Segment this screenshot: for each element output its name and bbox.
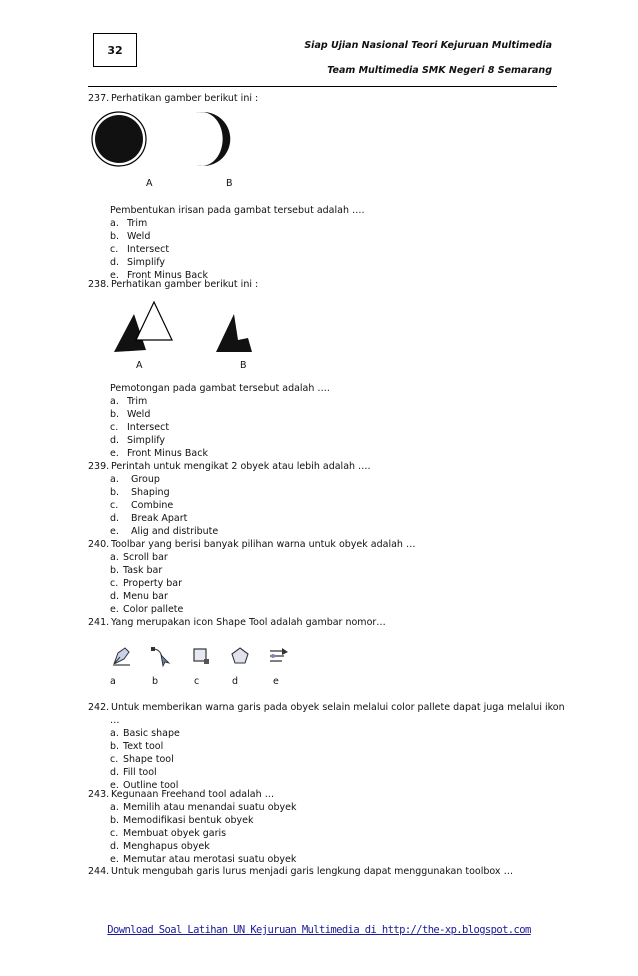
option-d: d. Menghapus obyek	[110, 841, 210, 852]
option-b: b. Memodifikasi bentuk obyek	[110, 815, 254, 826]
question-continuation: …	[110, 715, 120, 726]
figure-238-triangles	[110, 300, 270, 356]
option-a: a. Group	[110, 474, 160, 485]
question-241	[88, 617, 386, 628]
option-a: a. Basic shape	[110, 728, 180, 739]
figure-label-a: A	[136, 360, 143, 371]
option-c: c. Membuat obyek garis	[110, 828, 227, 839]
option-e: e. Front Minus Back	[110, 270, 208, 281]
option-e: e. Outline tool	[110, 780, 179, 791]
question-240	[88, 539, 415, 550]
question-237	[88, 93, 258, 104]
option-c: c. Combine	[110, 500, 174, 511]
question-number: 243.	[88, 789, 110, 800]
page-number-box	[93, 33, 137, 67]
option-e: e. Memutar atau merotasi suatu obyek	[110, 854, 297, 865]
question-number: 241.	[88, 617, 110, 628]
option-b: b. Text tool	[110, 741, 164, 752]
page-number: 32	[107, 43, 123, 57]
icon-label-e: e	[273, 676, 279, 687]
shape-tool-icon	[150, 645, 172, 667]
icon-label-b: b	[152, 676, 159, 687]
option-d: d. Simplify	[110, 257, 166, 268]
question-243	[88, 789, 274, 800]
option-b: b. Weld	[110, 409, 151, 420]
question-text: Yang merupakan icon Shape Tool adalah gambar nomor…	[111, 617, 386, 628]
question-number: 239.	[88, 461, 110, 472]
option-e: e. Alig and distribute	[110, 526, 219, 537]
option-d: d. Fill tool	[110, 767, 157, 778]
question-text: Kegunaan Freehand tool adalah …	[111, 789, 275, 800]
option-d: d. Simplify	[110, 435, 166, 446]
question-text: Perhatikan gamber berikut ini :	[111, 279, 259, 290]
question-number: 244.	[88, 866, 110, 877]
option-c: c. Intersect	[110, 244, 170, 255]
option-d: d. Menu bar	[110, 591, 168, 602]
option-e: e. Color pallete	[110, 604, 184, 615]
rectangle-tool-icon	[190, 645, 212, 667]
option-e: e. Front Minus Back	[110, 448, 208, 459]
option-c: c. Shape tool	[110, 754, 174, 765]
pen-tool-icon	[111, 645, 133, 667]
trimmed-shape	[216, 314, 252, 352]
polygon-tool-icon	[229, 645, 251, 667]
question-text: Toolbar yang berisi banyak pilihan warna untuk obyek adalah …	[111, 539, 416, 550]
question-244	[88, 866, 513, 877]
option-a: a. Trim	[110, 396, 148, 407]
footer-download-link[interactable]: Download Soal Latihan UN Kejuruan Multimedia di http://the-xp.blogspot.com	[107, 924, 531, 936]
question-text: Perintah untuk mengikat 2 obyek atau lebih adalah ….	[111, 461, 371, 472]
header-rule	[88, 86, 557, 87]
figure-label-b: B	[240, 360, 247, 371]
question-number: 238.	[88, 279, 110, 290]
option-a: a. Trim	[110, 218, 148, 229]
option-c: c. Property bar	[110, 578, 182, 589]
icon-label-d: d	[232, 676, 239, 687]
question-stem: Pemotongan pada gambat tersebut adalah ….	[110, 383, 330, 394]
figure-label-b: B	[226, 178, 233, 189]
question-239	[88, 461, 371, 472]
figure-label-a: A	[146, 178, 153, 189]
icon-label-a: a	[110, 676, 116, 687]
question-text: Untuk mengubah garis lurus menjadi garis lengkung dapat menggunakan toolbox …	[111, 866, 514, 877]
icon-label-c: c	[194, 676, 200, 687]
filled-circle	[95, 115, 143, 163]
question-number: 237.	[88, 93, 110, 104]
question-number: 242.	[88, 702, 110, 713]
option-d: d. Break Apart	[110, 513, 188, 524]
white-triangle-shape	[136, 302, 172, 340]
question-242	[88, 702, 565, 713]
option-a: a. Memilih atau menandai suatu obyek	[110, 802, 297, 813]
option-b: b. Task bar	[110, 565, 163, 576]
question-text: Perhatikan gamber berikut ini :	[111, 93, 259, 104]
header-subtitle: Team Multimedia SMK Negeri 8 Semarang	[327, 65, 552, 76]
option-b: b. Weld	[110, 231, 151, 242]
option-a: a. Scroll bar	[110, 552, 168, 563]
option-c: c. Intersect	[110, 422, 170, 433]
question-stem: Pembentukan irisan pada gambat tersebut adalah ….	[110, 205, 365, 216]
interactive-blend-icon	[268, 645, 290, 667]
crescent-shape	[196, 112, 230, 166]
question-text: Untuk memberikan warna garis pada obyek selain melalui color pallete dapat juga melalui ikon	[111, 702, 565, 713]
question-number: 240.	[88, 539, 110, 550]
question-238	[88, 279, 258, 290]
option-b: b. Shaping	[110, 487, 170, 498]
figure-237-circles	[86, 108, 236, 170]
header-title: Siap Ujian Nasional Teori Kejuruan Multimedia	[304, 40, 552, 51]
